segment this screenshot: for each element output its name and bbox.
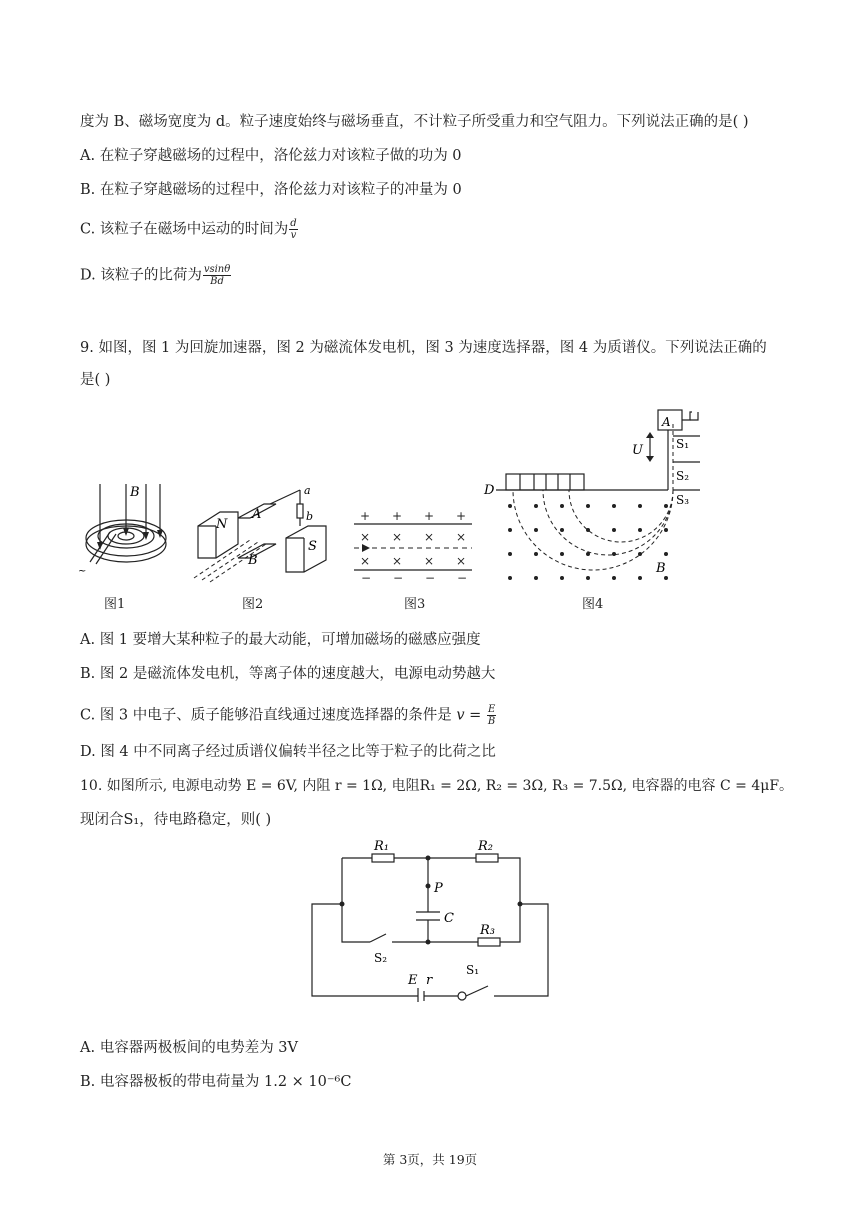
circuit-label-s1: S₁ (466, 963, 480, 977)
fraction-denominator: v (290, 230, 297, 241)
svg-text:×: × (360, 554, 371, 568)
fraction-numerator: E (487, 704, 496, 715)
circuit-label-p: P (434, 881, 443, 896)
q8-stem-continuation: 度为 B、磁场宽度为 d。粒子速度始终与磁场垂直，不计粒子所受重力和空气阻力。下列说法正确的是( ) (80, 114, 749, 130)
q8-option-c-text: C. 该粒子在磁场中运动的时间为 (80, 221, 289, 238)
svg-text:×: × (424, 554, 435, 568)
figure-4-label-s1: S₁ (676, 437, 690, 451)
fraction-numerator: d (290, 218, 297, 229)
svg-text:−: − (393, 571, 404, 584)
circuit-label-r3: R₃ (480, 923, 495, 938)
figure-1-caption: 图1 (104, 597, 126, 612)
figure-4-caption: 图4 (582, 597, 604, 612)
fraction-denominator: Bd (210, 276, 224, 287)
q8-option-b: B. 在粒子穿越磁场的过程中，洛伦兹力对该粒子的冲量为 0 (80, 182, 462, 198)
figure-4-label-b: B (656, 561, 666, 576)
figure-4-mass-spectrometer (480, 404, 720, 590)
q9-option-d: D. 图 4 中不同离子经过质谱仪偏转半径之比等于粒子的比荷之比 (80, 744, 496, 760)
svg-text:×: × (392, 554, 403, 568)
svg-text:−: − (457, 571, 468, 584)
q9-option-a: A. 图 1 要增大某种粒子的最大动能，可增加磁场的磁感应强度 (80, 632, 481, 648)
svg-text:+: + (392, 509, 403, 523)
q10-stem-line1: 10. 如图所示, 电源电动势 E = 6V, 内阻 r = 1Ω, 电阻R₁ = 2Ω, R₂ = 3Ω, R₃ = 7.5Ω, 电容器的电容 C = 4μF。 (80, 778, 794, 794)
circuit-label-c: C (444, 911, 454, 926)
circuit-label-r: r (426, 973, 433, 988)
svg-text:×: × (360, 530, 371, 544)
figure-1-cyclotron (76, 476, 176, 586)
circuit-label-r2: R₂ (478, 839, 493, 854)
svg-text:×: × (456, 554, 467, 568)
circuit-label-s2: S₂ (374, 951, 388, 965)
fraction-numerator: vsinθ (203, 264, 231, 275)
circuit-label-r1: R₁ (374, 839, 389, 854)
figure-2-mhd-generator (190, 478, 340, 586)
figure-4-field-dots (508, 504, 668, 580)
q8-option-a: A. 在粒子穿越磁场的过程中，洛伦兹力对该粒子做的功为 0 (80, 148, 462, 164)
q8-option-c (80, 218, 299, 241)
figure-4-label-s2: S₂ (676, 469, 690, 483)
figure-4-label-u: U (632, 443, 643, 458)
figure-2-label-s: S (308, 539, 317, 554)
q9-option-c-text: C. 图 3 中电子、质子能够沿直线通过速度选择器的条件是 (80, 707, 452, 724)
figure-2-label-a-terminal: a (304, 484, 311, 497)
q10-option-a: A. 电容器两极板间的电势差为 3V (80, 1040, 298, 1056)
svg-text:×: × (424, 530, 435, 544)
figure-2-label-a: A (252, 507, 262, 522)
figure-3-caption: 图3 (404, 597, 426, 612)
q8-option-d (80, 264, 232, 287)
q10-stem-line2: 现闭合S₁，待电路稳定，则( ) (80, 812, 272, 828)
page-footer: 第 3页，共 19页 (382, 1152, 478, 1167)
q9-option-b: B. 图 2 是磁流体发电机，等离子体的速度越大，电源电动势越大 (80, 666, 496, 682)
fraction-denominator: B (487, 716, 496, 727)
svg-text:+: + (360, 509, 371, 523)
figure-4-label-d: D (484, 483, 495, 498)
q9-option-c-formula: v = (456, 707, 486, 724)
q10-option-b: B. 电容器极板的带电荷量为 1.2 × 10⁻⁶C (80, 1074, 352, 1090)
figure-4-label-s3: S₃ (676, 493, 690, 507)
q9-option-c-fraction (487, 704, 496, 727)
figure-2-caption: 图2 (242, 597, 264, 612)
figure-4-label-a: A (662, 415, 671, 429)
q9-option-c (80, 704, 497, 727)
svg-text:×: × (392, 530, 403, 544)
figure-1-label-b: B (130, 485, 140, 500)
svg-text:×: × (456, 530, 467, 544)
q8-option-d-fraction (203, 264, 231, 287)
q8-option-c-fraction (289, 218, 297, 241)
svg-text:+: + (424, 509, 435, 523)
figure-3-velocity-selector (350, 508, 476, 584)
q9-stem-line2: 是( ) (80, 372, 111, 388)
figure-2-label-n: N (216, 517, 228, 532)
circuit-label-e: E (408, 973, 418, 988)
q10-circuit-diagram (308, 832, 558, 1002)
q8-option-d-text: D. 该粒子的比荷为 (80, 267, 202, 284)
svg-text:−: − (361, 571, 372, 584)
svg-text:+: + (456, 509, 467, 523)
figure-2-label-b: B (248, 553, 258, 568)
svg-text:~: ~ (78, 566, 87, 577)
q9-stem-line1: 9. 如图，图 1 为回旋加速器，图 2 为磁流体发电机，图 3 为速度选择器，图 4 为质谱仪。下列说法正确的 (80, 340, 767, 356)
figure-2-label-b-terminal: b (306, 510, 314, 523)
svg-text:−: − (425, 571, 436, 584)
